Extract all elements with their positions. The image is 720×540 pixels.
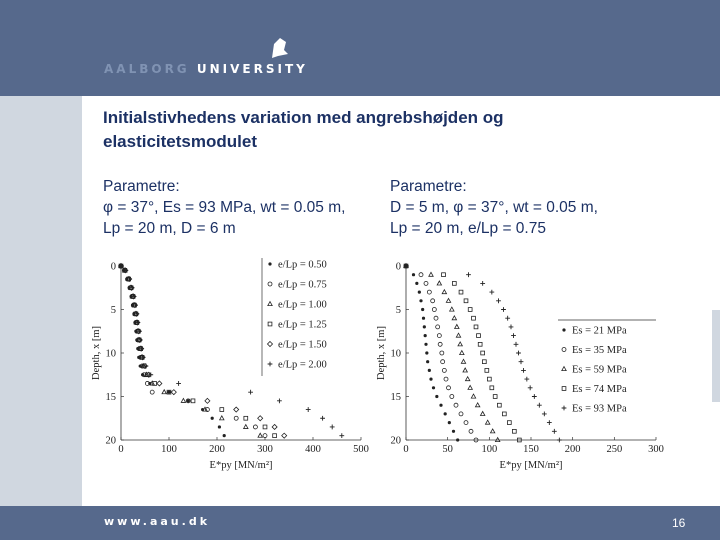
chart2-data-point [432, 386, 435, 389]
header-bar [0, 0, 720, 96]
chart1-data-point [162, 390, 166, 394]
chart2-data-point [516, 351, 521, 356]
chart2-data-point [475, 403, 479, 407]
chart2-data-point [485, 369, 489, 373]
chart1-y-tick-label: 10 [105, 348, 116, 360]
params-left-line1: φ = 37°, Es = 93 MPa, wt = 0.05 m, [103, 199, 346, 216]
chart1-x-tick-label: 500 [353, 444, 369, 455]
chart2-data-point [448, 421, 451, 424]
chart2-data-point [511, 333, 516, 338]
chart1-legend-label: e/Lp = 1.00 [278, 299, 327, 311]
chart1-x-tick-label: 200 [209, 444, 225, 455]
params-left-heading: Parametre: [103, 178, 180, 195]
chart2-x-tick-label: 0 [403, 444, 409, 455]
chart2-data-point [460, 351, 464, 355]
chart2-data-point [421, 308, 424, 311]
chart2-data-point [437, 281, 441, 285]
chart1-y-axis-label: Depth, x [m] [91, 326, 102, 380]
chart1-legend-marker [268, 342, 273, 347]
chart2-data-point [436, 325, 440, 329]
chart2-legend-label: Es = 74 MPa [572, 384, 627, 395]
chart2-data-point [497, 403, 501, 407]
chart2-legend-marker [562, 387, 566, 391]
chart2-data-point [423, 325, 426, 328]
chart1-data-point [306, 407, 311, 412]
chart1-legend-label: e/Lp = 1.25 [278, 319, 327, 331]
chart2-data-point [469, 429, 473, 433]
chart2-data-point [468, 308, 472, 312]
chart2-data-point [438, 342, 442, 346]
chart2-x-tick-label: 250 [606, 444, 623, 455]
chart2-data-point [542, 412, 547, 417]
chart2-legend-marker [562, 367, 566, 371]
chart2-data-point [490, 429, 494, 433]
chart1-legend-label: e/Lp = 2.00 [278, 359, 327, 371]
chart1-x-tick-label: 100 [161, 444, 177, 455]
chart1-data-point [339, 433, 344, 438]
chart2-data-point [468, 385, 472, 389]
chart1-data-point [258, 433, 262, 437]
chart1-y-tick-label: 20 [105, 435, 116, 447]
chart1-data-point [282, 433, 287, 438]
chart1-legend-label: e/Lp = 0.75 [278, 279, 327, 291]
chart1-y-tick-label: 0 [110, 261, 116, 273]
chart2-x-tick-label: 100 [481, 444, 498, 455]
chart2-data-point [452, 430, 455, 433]
slide-title [103, 106, 663, 154]
params-right-heading: Parametre: [390, 178, 467, 195]
chart2-y-tick-label: 0 [395, 261, 401, 273]
chart1-legend-label: e/Lp = 1.50 [278, 339, 327, 351]
chart2-y-axis-label: Depth, x [m] [376, 326, 387, 380]
chart2-data-point [450, 307, 454, 311]
chart2-data-point [452, 282, 456, 286]
chart2-data-point [450, 395, 454, 399]
chart2-data-point [446, 298, 450, 302]
chart2-data-point [425, 351, 428, 354]
chart1-legend-marker [268, 262, 271, 265]
chart2-data-point [419, 273, 423, 277]
chart2-data-point [501, 307, 506, 312]
chart1-data-point [218, 425, 221, 428]
stiffness-depth-charts [86, 250, 670, 480]
chart1-data-point [223, 434, 226, 437]
chart2-x-tick-label: 300 [648, 444, 664, 455]
chart2-data-point [489, 290, 494, 295]
chart1-x-tick-label: 0 [118, 444, 124, 455]
chart2-data-point [424, 281, 428, 285]
chart2-data-point [459, 412, 463, 416]
chart2-data-point [519, 359, 524, 364]
chart2-data-point [512, 429, 516, 433]
chart2-data-point [455, 325, 459, 329]
chart2-data-point [461, 359, 465, 363]
chart2-y-tick-label: 15 [390, 392, 401, 403]
chart2-legend-marker [562, 348, 566, 352]
chart2-data-point [447, 386, 451, 390]
chart1-data-point [253, 425, 257, 429]
chart2-data-point [442, 368, 446, 372]
chart2-x-tick-label: 150 [523, 444, 539, 455]
chart2-x-tick-label: 50 [442, 444, 453, 455]
chart2-data-point [427, 290, 431, 294]
chart2-data-point [537, 403, 542, 408]
title-line-2: elasticitetsmodulet [103, 132, 257, 151]
chart2-data-point [442, 273, 446, 277]
chart1-y-tick-label: 15 [105, 392, 116, 403]
chart2-legend-label: Es = 35 MPa [572, 345, 627, 356]
chart2-data-point [422, 317, 425, 320]
chart2-data-point [415, 282, 418, 285]
chart1-data-point [211, 417, 214, 420]
params-left [103, 176, 345, 239]
chart2-data-point [524, 377, 529, 382]
chart2-data-point [514, 342, 519, 347]
chart2-data-point [429, 378, 432, 381]
chart2-x-tick-label: 200 [564, 444, 581, 455]
chart2-data-point [428, 369, 431, 372]
params-right [390, 176, 598, 239]
chart2-data-point [464, 421, 468, 425]
chart2-data-point [507, 421, 511, 425]
chart1-data-point [205, 398, 210, 403]
chart1-data-point [244, 425, 248, 429]
chart1-y-tick-label: 5 [110, 305, 116, 316]
chart2-data-point [463, 368, 467, 372]
chart2-data-point [456, 438, 459, 441]
chart2-data-point [547, 420, 552, 425]
chart2-y-tick-label: 20 [390, 435, 401, 447]
chart2-data-point [418, 291, 421, 294]
chart2-data-point [466, 272, 471, 277]
chart2-data-point [481, 351, 485, 355]
chart1-legend-label: e/Lp = 0.50 [278, 259, 327, 271]
chart2-data-point [477, 334, 481, 338]
chart2-data-point [431, 299, 435, 303]
footer-url[interactable]: www.aau.dk [104, 515, 211, 528]
chart1-data-point [176, 381, 181, 386]
chart2-data-point [509, 325, 514, 330]
chart1-data-point [320, 416, 325, 421]
chart2-data-point [454, 403, 458, 407]
aau-logo-icon [268, 36, 290, 60]
chart2-data-point [528, 385, 533, 390]
chart2-data-point [482, 360, 486, 364]
chart2-legend-label: Es = 59 MPa [572, 364, 627, 376]
chart2-data-point [437, 334, 441, 338]
chart2-legend-label: Es = 21 MPa [572, 325, 627, 337]
chart1-data-point [244, 416, 248, 420]
chart1-data-point [187, 399, 190, 402]
chart1-data-point [330, 425, 335, 430]
params-right-line1: D = 5 m, φ = 37°, wt = 0.05 m, [390, 199, 598, 216]
chart2-data-point [426, 360, 429, 363]
chart1-data-point [263, 425, 267, 429]
chart2-x-axis-label: E*py [MN/m²] [499, 460, 563, 471]
params-left-line2: Lp = 20 m, D = 6 m [103, 220, 236, 237]
left-side-band [0, 96, 82, 506]
chart2-data-point [439, 404, 442, 407]
chart2-data-point [432, 308, 436, 312]
chart1-data-point [191, 399, 195, 403]
logo-word-university: UNIVERSITY [196, 62, 308, 76]
chart2-data-point [440, 351, 444, 355]
chart2-data-point [424, 343, 427, 346]
chart1-legend-marker [268, 302, 272, 306]
chart1-data-point [258, 416, 263, 421]
chart2-data-point [487, 377, 491, 381]
chart2-data-point [435, 395, 438, 398]
chart2-legend-label: Es = 93 MPa [572, 403, 627, 415]
chart2-data-point [521, 368, 526, 373]
chart1-data-point [167, 391, 170, 394]
chart1-data-point [277, 398, 282, 403]
chart2-data-point [442, 290, 446, 294]
chart2-legend-marker [562, 406, 567, 411]
chart2-data-point [458, 342, 462, 346]
chart2-data-point [471, 394, 475, 398]
chart2-y-tick-label: 10 [390, 348, 401, 360]
chart1-data-point [248, 390, 253, 395]
chart2-data-point [485, 420, 489, 424]
chart1-data-point [157, 381, 162, 386]
right-side-band [712, 310, 720, 402]
chart2-data-point [480, 281, 485, 286]
chart1-legend-marker [268, 282, 272, 286]
chart1-x-tick-label: 300 [257, 444, 273, 455]
chart2-data-point [465, 377, 469, 381]
chart1-data-point [181, 398, 185, 402]
chart2-data-point [444, 377, 448, 381]
chart2-data-point [419, 299, 422, 302]
chart2-data-point [444, 412, 447, 415]
chart2-y-tick-label: 5 [395, 305, 401, 316]
chart1-x-tick-label: 400 [305, 444, 321, 455]
chart1-x-axis-label: E*py [MN/m²] [209, 460, 273, 471]
chart1-data-point [171, 390, 176, 395]
chart2-data-point [493, 395, 497, 399]
chart2-data-point [532, 394, 537, 399]
chart2-data-point [456, 333, 460, 337]
chart2-data-point [557, 438, 562, 443]
chart1-legend-marker [268, 322, 272, 326]
chart2-data-point [412, 273, 415, 276]
chart2-data-point [464, 299, 468, 303]
chart2-legend-marker [562, 328, 565, 331]
chart2-data-point [474, 325, 478, 329]
page-number: 16 [672, 516, 686, 530]
title-line-1: Initialstivhedens variation med angrebshøjden og [103, 108, 504, 127]
chart2-data-point [452, 316, 456, 320]
chart2-data-point [472, 316, 476, 320]
chart1-data-point [234, 416, 238, 420]
chart2-data-point [441, 360, 445, 364]
chart2-data-point [434, 316, 438, 320]
chart1-data-point [273, 434, 277, 438]
params-right-line2: Lp = 20 m, e/Lp = 0.75 [390, 220, 546, 237]
chart1-data-point [220, 408, 224, 412]
university-logo-text [104, 62, 308, 76]
chart2-data-point [505, 316, 510, 321]
chart2-data-point [459, 290, 463, 294]
chart1-data-point [220, 416, 224, 420]
chart2-data-point [478, 342, 482, 346]
chart1-legend-marker [268, 362, 273, 367]
chart2-data-point [552, 429, 557, 434]
chart2-data-point [429, 272, 433, 276]
chart1-data-point [234, 407, 239, 412]
chart2-data-point [502, 412, 506, 416]
chart2-data-point [496, 298, 501, 303]
chart2-data-point [490, 386, 494, 390]
logo-word-aalborg: AALBORG [104, 62, 190, 76]
chart2-data-point [480, 412, 484, 416]
chart1-data-point [150, 390, 154, 394]
chart1-data-point [272, 424, 277, 429]
chart2-data-point [424, 334, 427, 337]
